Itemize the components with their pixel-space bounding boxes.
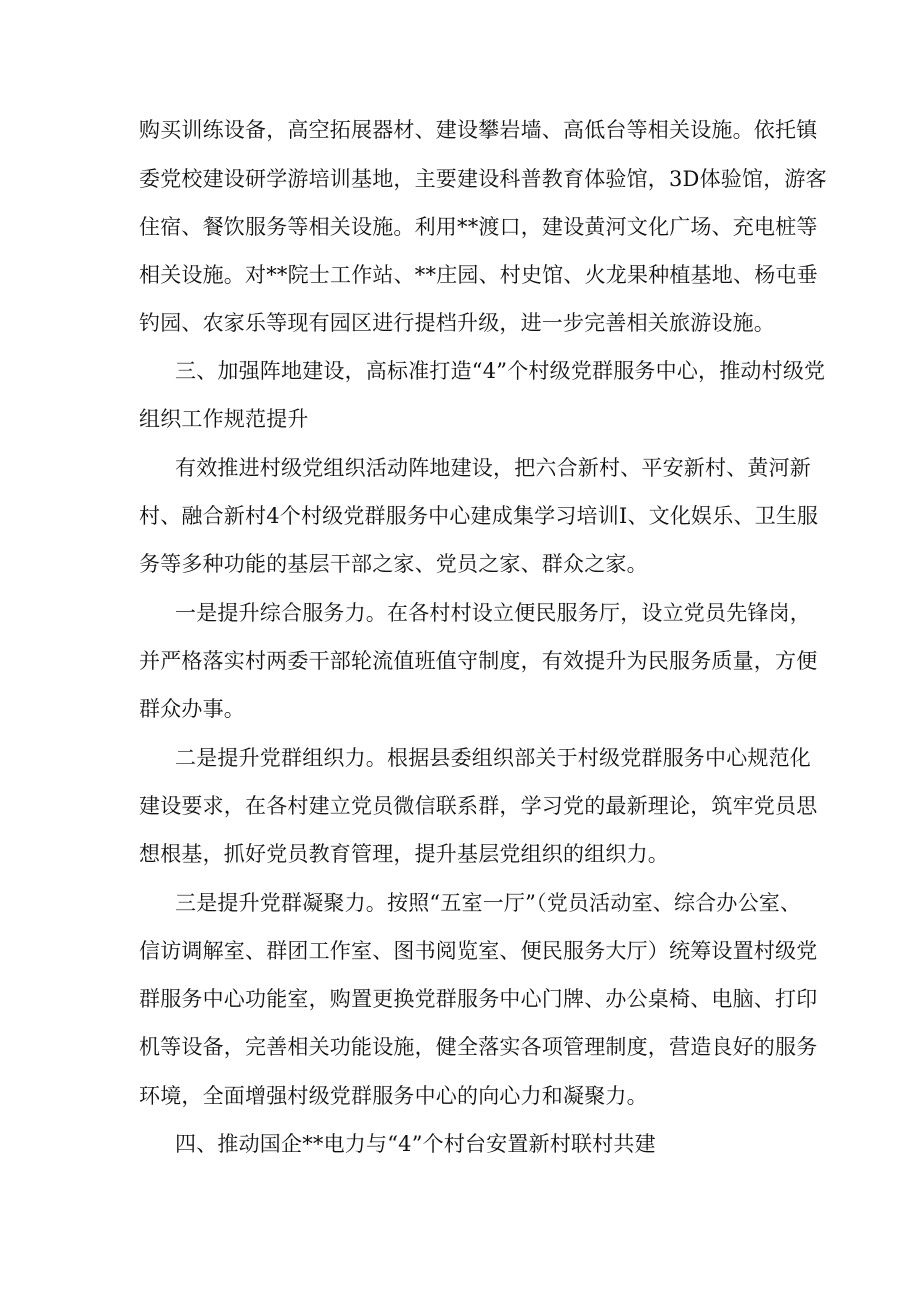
body-text-line: 二是提升党群组织力。根据县委组织部关于村级党群服务中心规范化 bbox=[175, 746, 811, 770]
body-text-line: 住宿、餐饮服务等相关设施。利用**渡口，建设黄河文化广场、充电桩等 bbox=[139, 215, 818, 239]
section-heading: 组织工作规范提升 bbox=[139, 407, 309, 431]
body-text-line: 相关设施。对**院士工作站、**庄园、村史馆、火龙果种植基地、杨屯垂 bbox=[139, 263, 818, 287]
body-text-line: 群服务中心功能室，购置更换党群服务中心门牌、办公桌椅、电脑、打印 bbox=[139, 987, 818, 1011]
body-text-line: 委党校建设研学游培训基地，主要建设科普教育体验馆，3D体验馆，游客 bbox=[139, 167, 827, 191]
body-text-line: 建设要求，在各村建立党员微信联系群，学习党的最新理论，筑牢党员思 bbox=[139, 794, 818, 818]
body-text-line: 一是提升综合服务力。在各村村设立便民服务厅，设立党员先锋岗， bbox=[175, 601, 811, 625]
section-heading: 三、加强阵地建设，高标准打造“4”个村级党群服务中心，推动村级党 bbox=[175, 359, 826, 383]
body-text-line: 环境，全面增强村级党群服务中心的向心力和凝聚力。 bbox=[139, 1084, 648, 1108]
body-text-line: 有效推进村级党组织活动阵地建设，把六合新村、平安新村、黄河新 bbox=[175, 456, 811, 480]
body-text-line: 想根基，抓好党员教育管理，提升基层党组织的组织力。 bbox=[139, 842, 669, 866]
body-text-line: 机等设备，完善相关功能设施，健全落实各项管理制度，营造良好的服务 bbox=[139, 1035, 818, 1059]
body-text-line: 购买训练设备，高空拓展器材、建设攀岩墙、高低台等相关设施。依托镇 bbox=[139, 118, 818, 142]
section-heading: 四、推动国企**电力与“4”个村台安置新村联村共建 bbox=[175, 1132, 656, 1156]
body-text-line: 务等多种功能的基层干部之家、党员之家、群众之家。 bbox=[139, 552, 648, 576]
body-text-line: 群众办事。 bbox=[139, 697, 245, 721]
body-text-line: 村、融合新村4个村级党群服务中心建成集学习培训I、文化娱乐、卫生服 bbox=[139, 504, 819, 528]
body-text-line: 钓园、农家乐等现有园区进行提档升级，进一步完善相关旅游设施。 bbox=[139, 311, 775, 335]
body-text-line: 信访调解室、群团工作室、图书阅览室、便民服务大厅）统筹设置村级党 bbox=[139, 939, 818, 963]
body-text-line: 并严格落实村两委干部轮流值班值守制度，有效提升为民服务质量，方便 bbox=[139, 649, 818, 673]
body-text-line: 三是提升党群凝聚力。按照“五室一厅”（党员活动室、综合办公室、 bbox=[175, 891, 802, 915]
